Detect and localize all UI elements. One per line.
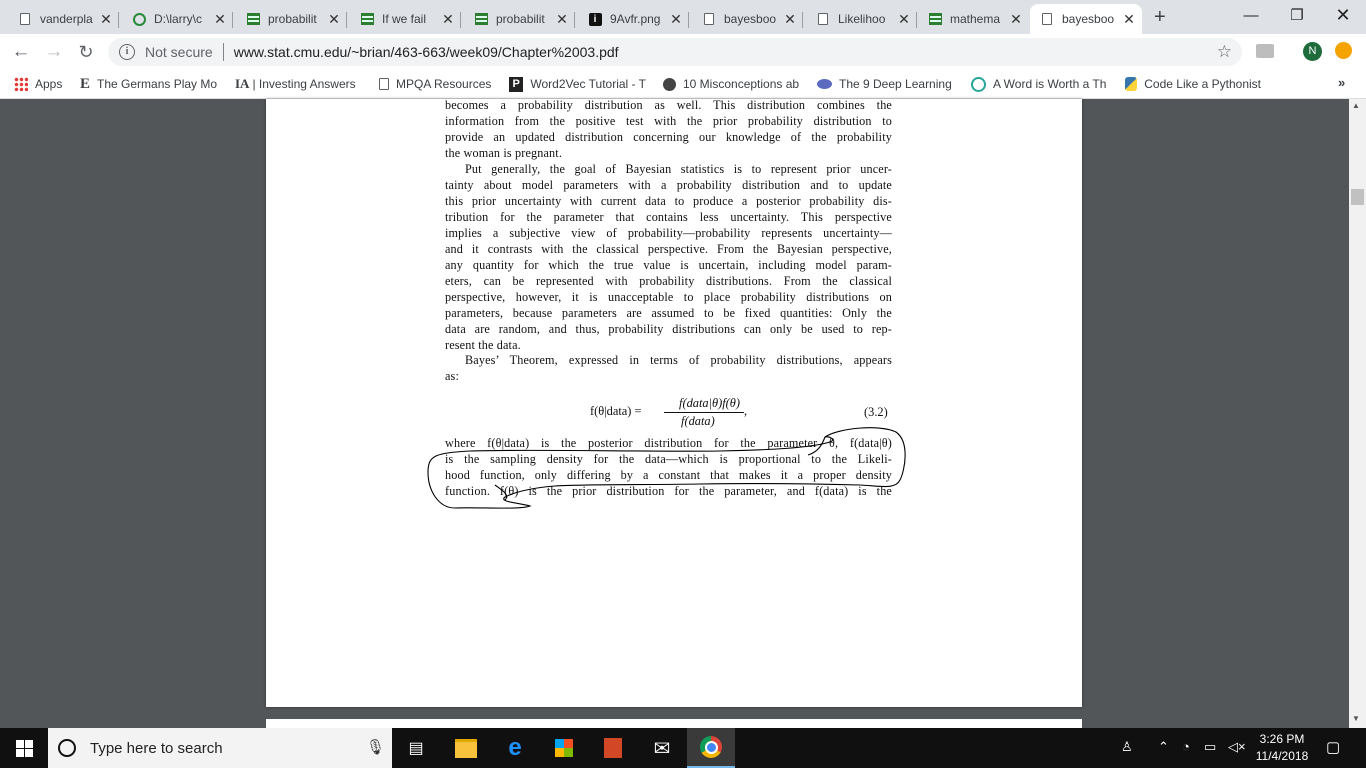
task-view-icon[interactable]: ▤	[408, 740, 424, 757]
text-line: resent the data.	[445, 338, 521, 352]
text-line: as:	[445, 369, 459, 383]
scrollbar-thumb[interactable]	[1351, 189, 1364, 205]
mail-icon[interactable]: ✉	[653, 737, 671, 760]
bookmark-logo-icon: E	[80, 75, 91, 92]
close-icon[interactable]: ✕	[556, 10, 568, 27]
bookmark-label: The Germans Play Mo	[97, 77, 218, 91]
powerpoint-icon[interactable]	[589, 728, 637, 768]
close-icon[interactable]: ✕	[670, 10, 682, 27]
bookmark-label: Code Like a Pythonist	[1144, 77, 1261, 91]
edge-icon[interactable]: e	[508, 734, 522, 761]
text-line: Put generally, the goal of Bayesian statistics is to represent prior uncer-	[465, 162, 892, 176]
microphone-icon[interactable]: 🎙	[366, 739, 386, 756]
text-line: where f(θ|data) is the posterior distribution for the parameter θ, f(data|θ)	[445, 436, 892, 450]
tab-title: 9Avfr.png	[610, 12, 661, 26]
text-line: becomes a probability distribution as well. This distribution combines the	[445, 98, 892, 112]
close-icon[interactable]: ✕	[898, 10, 910, 27]
close-icon[interactable]: ✕	[214, 10, 226, 27]
tab-title: D:\larry\c	[154, 12, 202, 26]
battery-icon[interactable]: ▭	[1204, 739, 1217, 754]
text-line: this prior uncertainty with current data to produce a posterior probability dis-	[445, 194, 892, 208]
file-explorer-icon[interactable]	[442, 728, 490, 768]
image-icon: i	[588, 12, 602, 26]
people-icon[interactable]: ♙	[1121, 739, 1133, 754]
bookmark-logo-icon: P	[509, 77, 523, 92]
tab-title: vanderpla	[40, 12, 93, 26]
scroll-down-arrow-icon[interactable]: ▼	[1352, 714, 1360, 723]
search-placeholder: Type here to search	[90, 739, 223, 757]
store-icon[interactable]	[540, 728, 588, 768]
bookmark-label: 10 Misconceptions ab	[683, 77, 800, 91]
close-icon[interactable]: ✕	[328, 10, 340, 27]
text-line: perspective, however, it is unacceptable to place probability distributions on	[445, 290, 892, 304]
text-line: eters, can be represented with probability distributions. From the classical	[445, 274, 892, 288]
bookmark-label: The 9 Deep Learning	[839, 77, 952, 91]
text-line: data are random, and thus, probability distributions can only be used to rep-	[445, 322, 892, 336]
clock[interactable]	[1254, 731, 1310, 765]
volume-muted-icon[interactable]: ◁×	[1228, 739, 1246, 754]
tab-title: Likelihoo	[838, 12, 886, 26]
forward-button[interactable]: →	[44, 41, 64, 62]
start-button[interactable]	[0, 728, 48, 768]
text-line: function. f(θ) is the prior distribution for the parameter, and f(data) is the	[445, 484, 892, 498]
new-tab-button[interactable]: +	[1154, 6, 1166, 28]
clock-date: 11/4/2018	[1255, 749, 1309, 763]
close-window-button[interactable]: ✕	[1335, 4, 1351, 25]
ink-stroke	[428, 428, 905, 508]
show-hidden-icons[interactable]: ⌃	[1158, 739, 1169, 754]
bookmark-label: MPQA Resources	[396, 77, 492, 91]
back-button[interactable]: ←	[11, 41, 31, 62]
windows-taskbar	[0, 728, 1366, 768]
bookmark-label: | Investing Answers	[252, 77, 356, 91]
taskbar-search[interactable]	[48, 728, 392, 768]
equation-comma: ,	[744, 404, 748, 418]
close-icon[interactable]: ✕	[1010, 10, 1022, 27]
tab-title: probabilit	[268, 12, 317, 26]
bookmark-label: Apps	[35, 77, 63, 91]
text-line: hood function, only differing by a constant that makes it a proper density	[445, 468, 892, 482]
tab-title: mathema	[950, 12, 1001, 26]
clock-time: 3:26 PM	[1259, 732, 1305, 746]
equation-numerator: f(data|θ)f(θ)	[679, 396, 740, 410]
text-line: tribution for the parameter that contains less uncertainty. This perspective	[445, 210, 892, 224]
tab-title: bayesboo	[724, 12, 777, 26]
bookmark-star-icon[interactable]: ☆	[1216, 42, 1232, 61]
bookmark-label: Word2Vec Tutorial - T	[530, 77, 646, 91]
scroll-up-arrow-icon[interactable]: ▲	[1352, 101, 1360, 110]
tab-title: bayesboo	[1062, 12, 1115, 26]
text-line: tainty about model parameters with a probability distribution and to update	[445, 178, 892, 192]
text-line: is the sampling density for the data—which is proportional to the Likeli-	[445, 452, 892, 466]
wifi-icon[interactable]: ◔	[1182, 739, 1190, 754]
text-line: provide an updated distribution concerning our knowledge of the probability	[445, 130, 892, 144]
text-line: Bayes’ Theorem, expressed in terms of probability distributions, appears	[465, 353, 892, 367]
profile-avatar[interactable]: N	[1303, 42, 1322, 61]
url-text[interactable]: www.stat.cmu.edu/~brian/463-663/week09/Chapter%2003.pdf	[233, 44, 619, 60]
bookmarks-overflow-icon[interactable]: »	[1338, 75, 1346, 90]
close-icon[interactable]: ✕	[100, 10, 112, 27]
close-icon[interactable]: ✕	[784, 10, 796, 27]
text-line: implies a subjective view of probability—probability represents uncertainty—	[445, 226, 892, 240]
bookmark-logo-icon: IA	[235, 76, 250, 91]
text-line: information from the positive test with the prior probability distribution to	[445, 114, 892, 128]
bookmark-label: A Word is Worth a Th	[993, 77, 1107, 91]
info-icon[interactable]: i	[119, 44, 135, 60]
close-icon[interactable]: ✕	[442, 10, 454, 27]
reload-button[interactable]: ↻	[78, 41, 94, 62]
cortana-icon	[58, 739, 76, 757]
text-line: and it contrasts with the classical perspective. From the Bayesian perspective,	[445, 242, 892, 256]
action-center-icon[interactable]: ▢	[1326, 739, 1341, 756]
equation-lhs: f(θ|data) =	[590, 404, 642, 418]
security-label: Not secure	[145, 44, 213, 60]
restore-button[interactable]: ❐	[1290, 7, 1304, 24]
equation-number: (3.2)	[864, 405, 888, 419]
chrome-icon[interactable]	[687, 728, 735, 768]
tab-title: probabilit	[496, 12, 545, 26]
minimize-button[interactable]: —	[1243, 6, 1259, 24]
equation-denominator: f(data)	[681, 414, 715, 428]
windows-logo-icon	[16, 740, 33, 757]
close-icon[interactable]: ✕	[1123, 10, 1135, 27]
text-line: the woman is pregnant.	[445, 146, 563, 160]
tab-title: If we fail	[382, 12, 427, 26]
text-line: parameters, because parameters are assumed to be fixed quantities: Only the	[445, 306, 892, 320]
text-line: any quantity for which the true value is uncertain, including model param-	[445, 258, 892, 272]
